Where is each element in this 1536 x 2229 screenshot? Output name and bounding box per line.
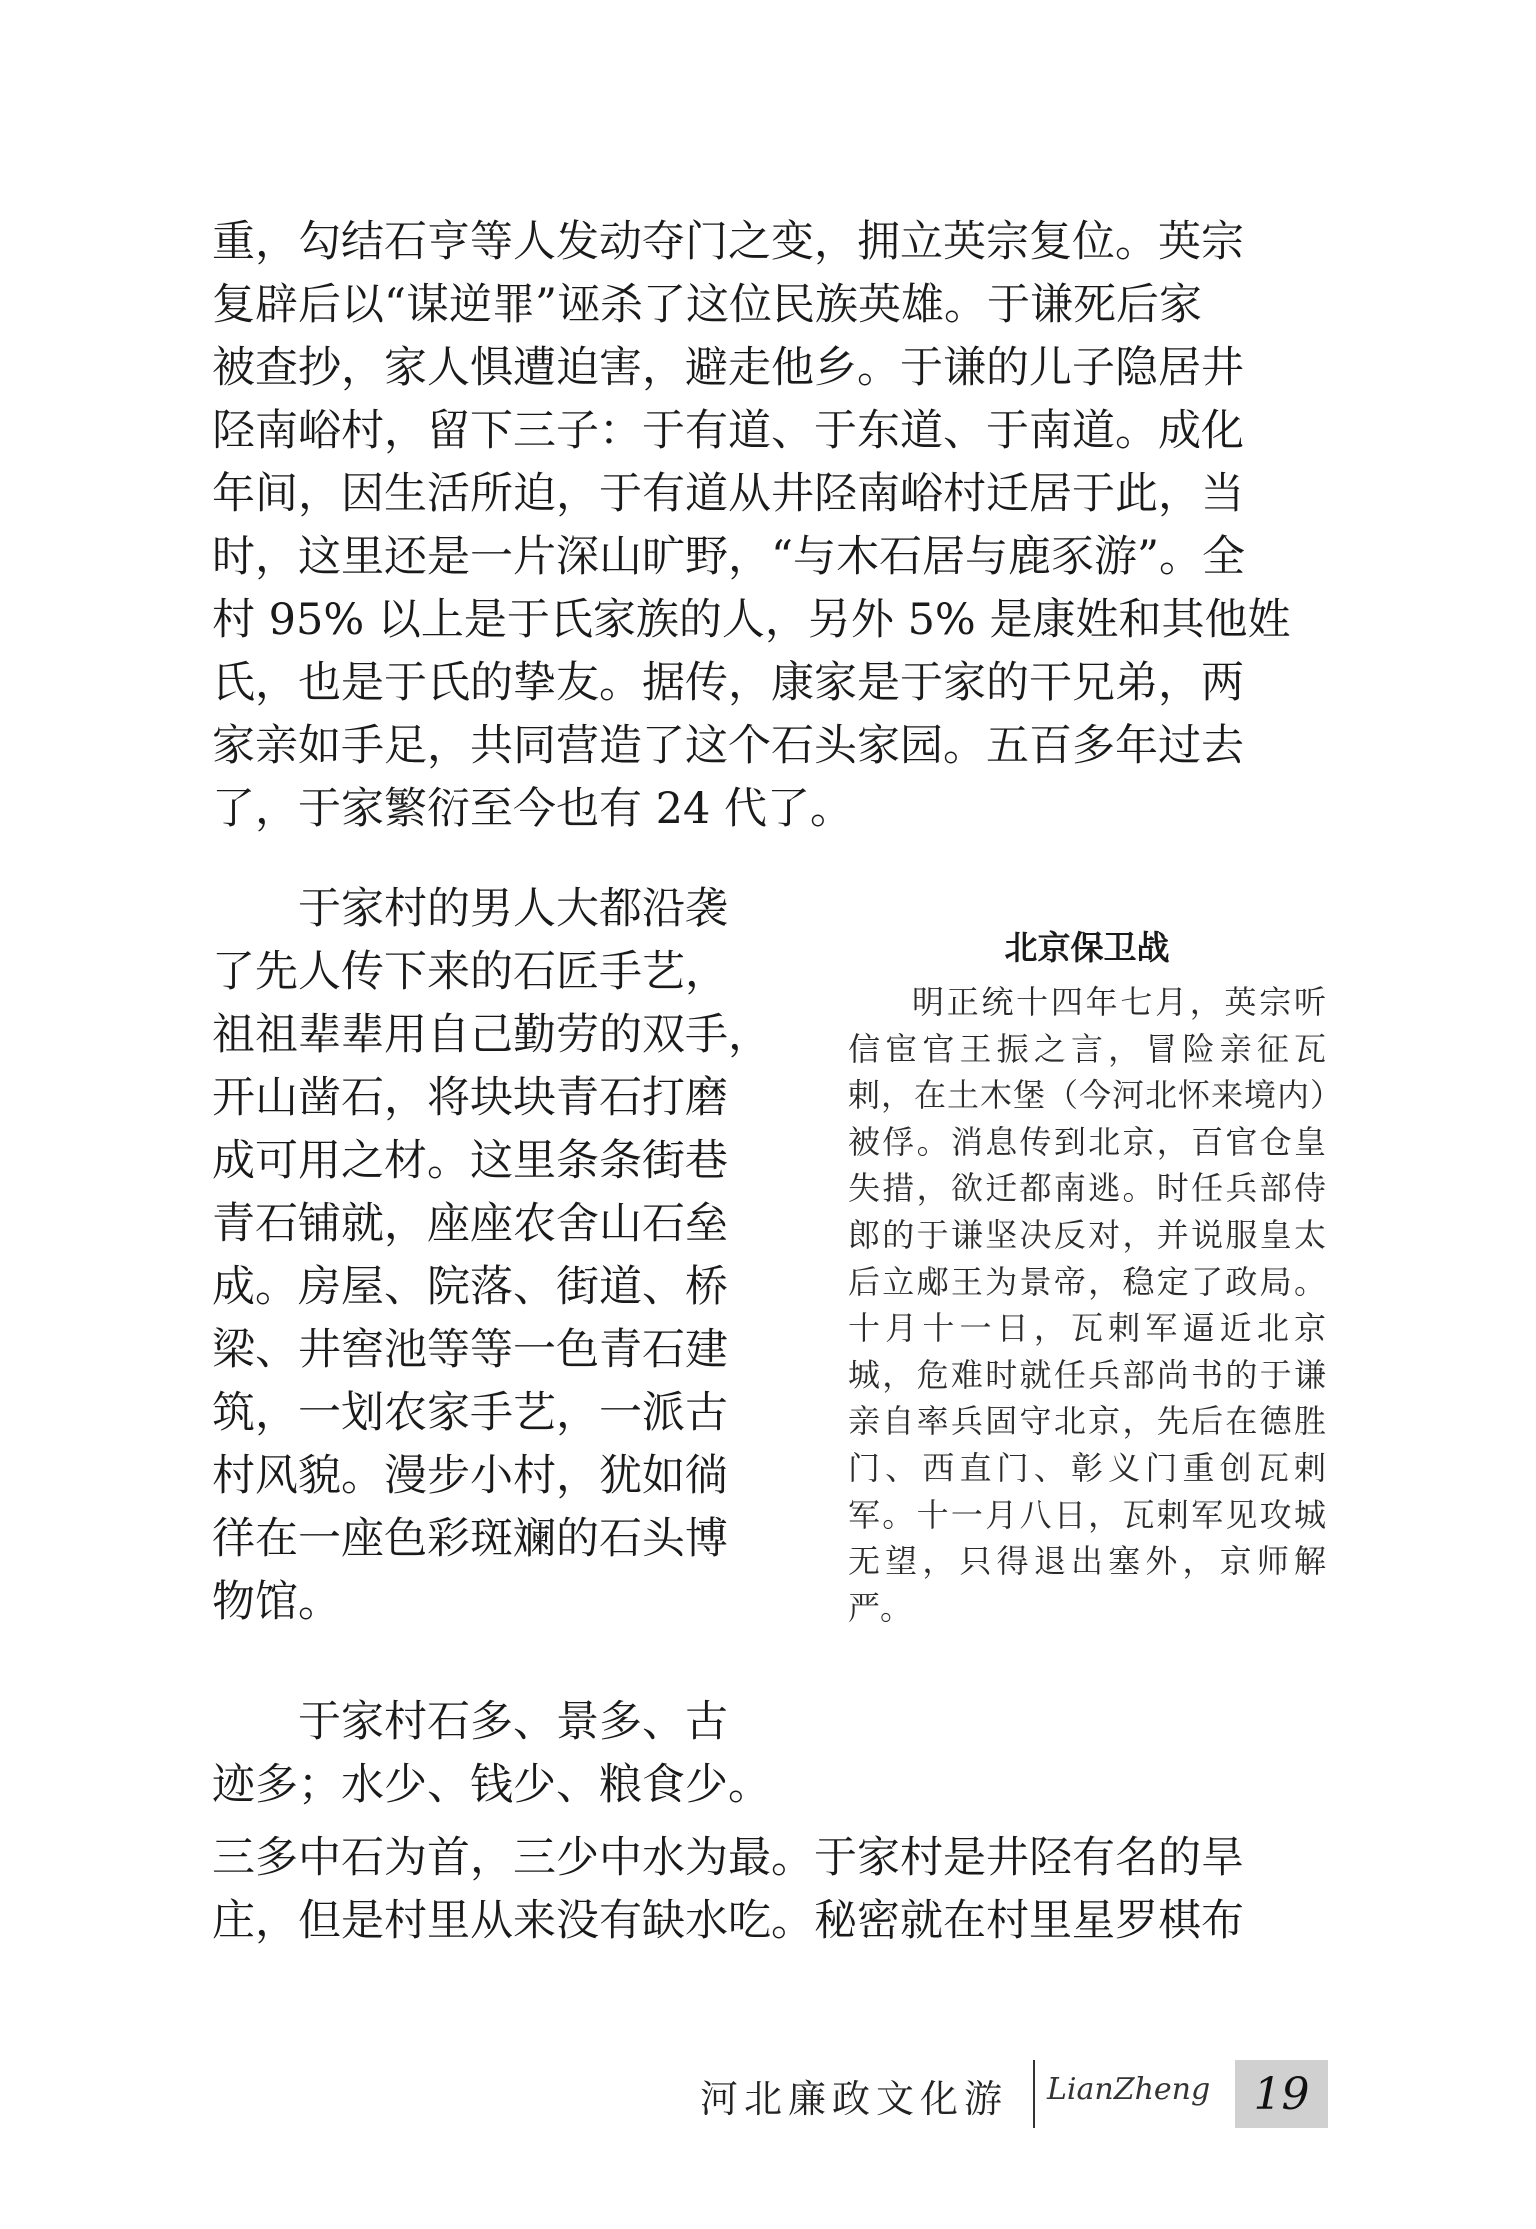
body-line: 于家村石多、景多、古 bbox=[212, 1697, 728, 1747]
body-line: 陉南峪村，留下三子：于有道、于东道、于南道。成化 bbox=[212, 406, 1244, 456]
body-line: 成。房屋、院落、街道、桥 bbox=[212, 1262, 728, 1312]
body-line: 了，于家繁衍至今也有 24 代了。 bbox=[212, 784, 854, 834]
body-line: 三多中石为首，三少中水为最。于家村是井陉有名的旱 bbox=[212, 1833, 1244, 1883]
body-line: 家亲如手足，共同营造了这个石头家园。五百多年过去 bbox=[212, 721, 1244, 771]
body-line: 复辟后以“谋逆罪”诬杀了这位民族英雄。于谦死后家 bbox=[212, 280, 1202, 330]
sidebar-title: 北京保卫战 bbox=[1004, 928, 1170, 967]
body-line: 迹多；水少、钱少、粮食少。 bbox=[212, 1760, 771, 1810]
body-line: 年间，因生活所迫，于有道从井陉南峪村迁居于此，当 bbox=[212, 469, 1244, 519]
page-number: 19 bbox=[1253, 2068, 1310, 2120]
footer-title: 河北廉政文化游 bbox=[700, 2077, 1009, 2121]
body-line: 祖祖辈辈用自己勤劳的双手， bbox=[212, 1010, 771, 1060]
body-line: 了先人传下来的石匠手艺， bbox=[212, 947, 728, 997]
page-footer bbox=[700, 2060, 1328, 2140]
body-line: 重，勾结石亨等人发动夺门之变，拥立英宗复位。英宗 bbox=[212, 217, 1244, 267]
body-line: 村 95% 以上是于氏家族的人，另外 5% 是康姓和其他姓 bbox=[212, 595, 1291, 645]
sidebar-box bbox=[848, 925, 1326, 1631]
body-line: 时，这里还是一片深山旷野，“与木石居与鹿豕游”。全 bbox=[212, 532, 1245, 582]
body-line: 氏，也是于氏的挚友。据传，康家是于家的干兄弟，两 bbox=[212, 658, 1244, 708]
page-number-box bbox=[1235, 2060, 1328, 2128]
body-line: 梁、井窖池等等一色青石建 bbox=[212, 1325, 728, 1375]
footer-brand: LianZheng bbox=[1047, 2072, 1211, 2107]
body-line: 筑，一划农家手艺，一派古 bbox=[212, 1388, 728, 1438]
body-line: 庄，但是村里从来没有缺水吃。秘密就在村里星罗棋布 bbox=[212, 1896, 1244, 1946]
body-line: 青石铺就，座座农舍山石垒 bbox=[212, 1199, 728, 1249]
body-line: 村风貌。漫步小村，犹如徜 bbox=[212, 1451, 728, 1501]
sidebar-body: 明正统十四年七月，英宗听信宦官王振之言，冒险亲征瓦剌，在土木堡（今河北怀来境内）被俘。消息传到北京，百官仓皇失措，欲迁都南逃。时任兵部侍郎的于谦坚决反对，并说服皇太后立郕王为景帝，稳定了政局。十月十一日，瓦剌军逼近北京城，危难时就任兵部尚书的于谦亲自率兵固守北京，先后在德胜门、西直门、彰义门重创瓦剌军。十一月八日，瓦剌军见攻城无望，只得退出塞外，京师解严。 bbox=[848, 983, 1326, 1627]
body-line: 成可用之材。这里条条街巷 bbox=[212, 1136, 728, 1186]
body-line: 于家村的男人大都沿袭 bbox=[212, 884, 728, 934]
body-line: 开山凿石，将块块青石打磨 bbox=[212, 1073, 728, 1123]
footer-divider bbox=[1033, 2060, 1035, 2128]
body-line: 物馆。 bbox=[212, 1577, 341, 1627]
body-line: 被查抄，家人惧遭迫害，避走他乡。于谦的儿子隐居井 bbox=[212, 343, 1244, 393]
body-line: 徉在一座色彩斑斓的石头博 bbox=[212, 1514, 728, 1564]
